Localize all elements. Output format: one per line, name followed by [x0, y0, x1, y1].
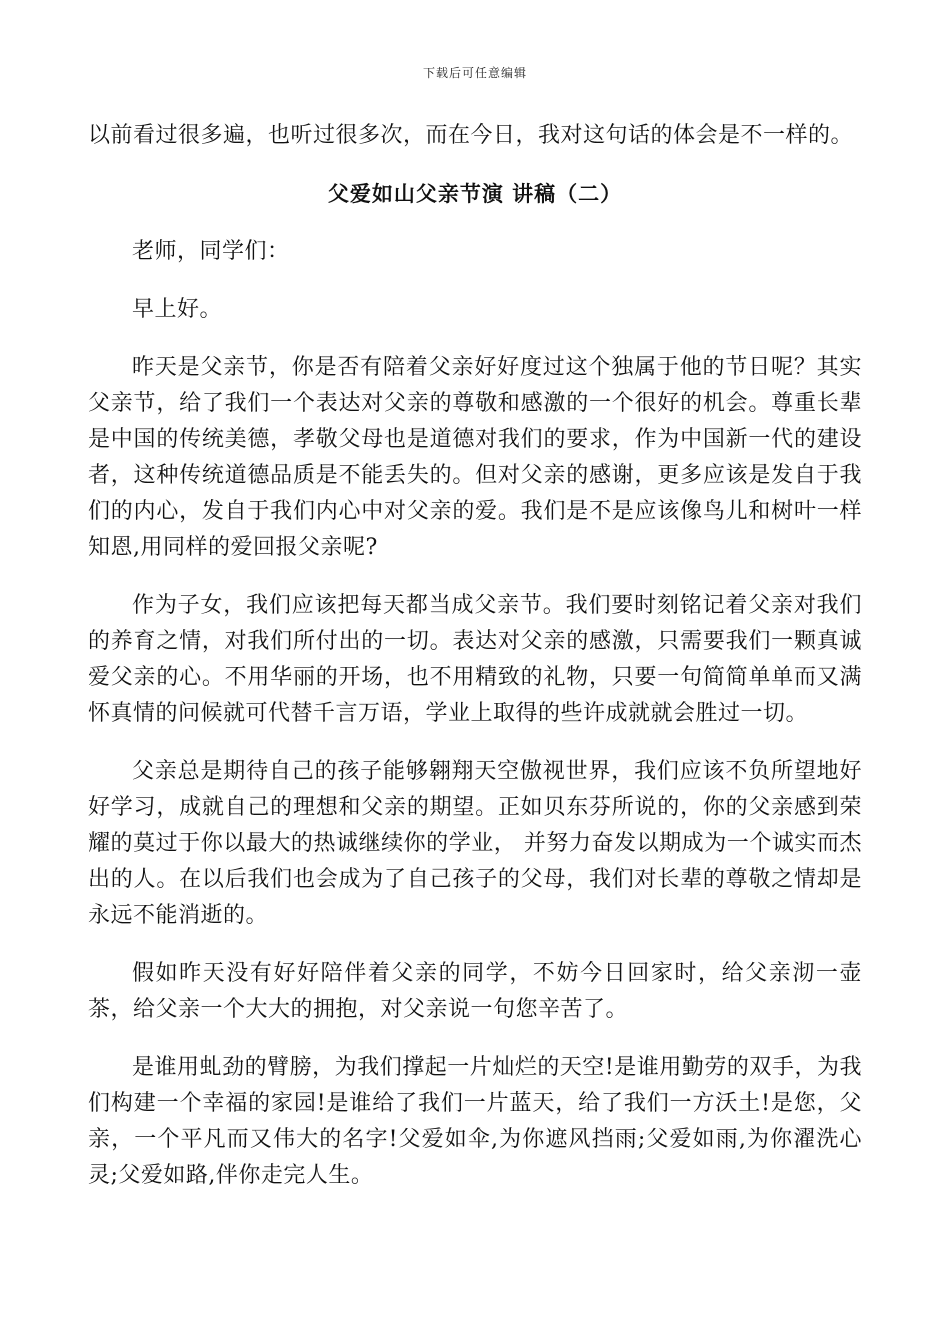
opening-line: 以前看过很多遍，也听过很多次，而在今日，我对这句话的体会是不一样的。 [88, 123, 854, 148]
paragraph-4: 假如昨天没有好好陪伴着父亲的同学，不妨今日回家时，给父亲沏一壶茶，给父亲一个大大的拥抱，对父亲说一句您辛苦了。 [88, 961, 862, 1022]
paragraph-5: 是谁用虬劲的臂膀，为我们撑起一片灿烂的天空!是谁用勤劳的双手，为我们构建一个幸福的家园!是谁给了我们一片蓝天，给了我们一方沃土!是您，父亲，一个平凡而又伟大的名字!父爱如伞,为你遮风挡雨;父爱如雨,为你濯洗心灵;父爱如路,伴你走完人生。 [88, 1055, 862, 1188]
document-body [88, 118, 862, 1216]
speech-title: 父爱如山父亲节演 讲稿（二） [327, 182, 623, 206]
greeting: 老师，同学们： [132, 239, 290, 264]
morning-greeting: 早上好。 [132, 297, 223, 322]
paragraph-2: 作为子女，我们应该把每天都当成父亲节。我们要时刻铭记着父亲对我们的养育之情，对我们所付出的一切。表达对父亲的感激，只需要我们一颗真诚爱父亲的心。不用华丽的开场，也不用精致的礼物，只要一句简简单单而又满怀真情的问候就可代替千言万语，学业上取得的些许成就就会胜过一切。 [88, 593, 862, 726]
paragraph-3: 父亲总是期待自己的孩子能够翱翔天空傲视世界，我们应该不负所望地好好学习，成就自己的理想和父亲的期望。正如贝东芬所说的，你的父亲感到荣耀的莫过于你以最大的热诚继续你的学业， 并努力奋发以期成为一个诚实而杰出的人。在以后我们也会成为了自己孩子的父母，我们对长辈的尊敬之情却是永远不能消逝的。 [88, 759, 862, 928]
paragraph-1: 昨天是父亲节，你是否有陪着父亲好好度过这个独属于他的节日呢？其实父亲节，给了我们一个表达对父亲的尊敬和感激的一个很好的机会。尊重长辈是中国的传统美德，孝敬父母也是道德对我们的要求，作为中国新一代的建设者，这种传统道德品质是不能丢失的。但对父亲的感谢，更多应该是发自于我们的内心，发自于我们内心中对父亲的爱。我们是不是应该像鸟儿和树叶一样知恩,用同样的爱回报父亲呢? [88, 355, 862, 560]
page-header: 下载后可任意编辑 [422, 66, 527, 80]
